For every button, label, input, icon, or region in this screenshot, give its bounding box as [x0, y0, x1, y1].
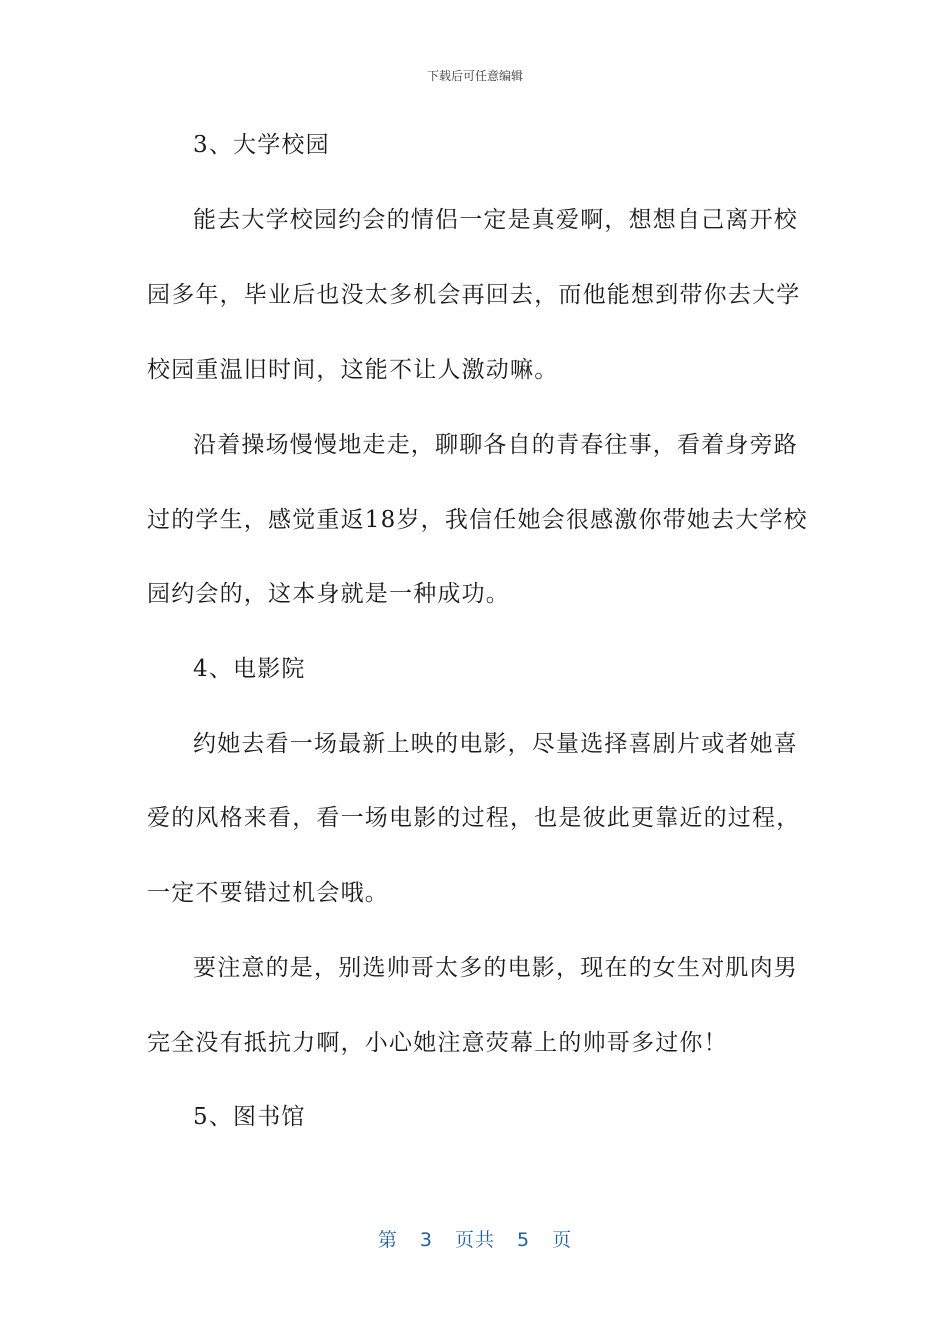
footer-total-pages: 5	[517, 1229, 531, 1251]
heading-library: 5、图书馆	[193, 1104, 306, 1130]
paragraph-line: 园多年，毕业后也没太多机会再回去，而他能想到带你去大学	[147, 282, 801, 308]
paragraph-line: 能去大学校园约会的情侣一定是真爱啊，想想自己离开校	[193, 207, 798, 233]
paragraph-line: 约她去看一场最新上映的电影，尽量选择喜剧片或者她喜	[193, 731, 798, 757]
paragraph-line: 校园重温旧时间，这能不让人激动嘛。	[147, 357, 559, 383]
paragraph-line: 园约会的，这本身就是一种成功。	[147, 581, 510, 607]
page-footer	[0, 1225, 950, 1252]
paragraph-line: 要注意的是，别选帅哥太多的电影，现在的女生对肌肉男	[193, 955, 798, 981]
footer-current-page: 3	[419, 1229, 433, 1251]
heading-cinema: 4、电影院	[193, 656, 306, 682]
paragraph-line: 爱的风格来看，看一场电影的过程，也是彼此更靠近的过程，	[147, 805, 801, 831]
footer-middle: 页共	[454, 1229, 495, 1251]
paragraph-line: 一定不要错过机会哦。	[147, 880, 389, 906]
header-note: 下载后可任意编辑	[426, 69, 523, 83]
heading-campus: 3、大学校园	[193, 132, 330, 158]
footer-prefix: 第	[377, 1229, 398, 1251]
paragraph-line: 过的学生，感觉重返18岁，我信任她会很感激你带她去大学校	[147, 507, 808, 533]
paragraph-line: 完全没有抵抗力啊，小心她注意荧幕上的帅哥多过你！	[147, 1030, 728, 1056]
paragraph-line: 沿着操场慢慢地走走，聊聊各自的青春往事，看着身旁路	[193, 432, 798, 458]
footer-suffix: 页	[552, 1229, 573, 1251]
